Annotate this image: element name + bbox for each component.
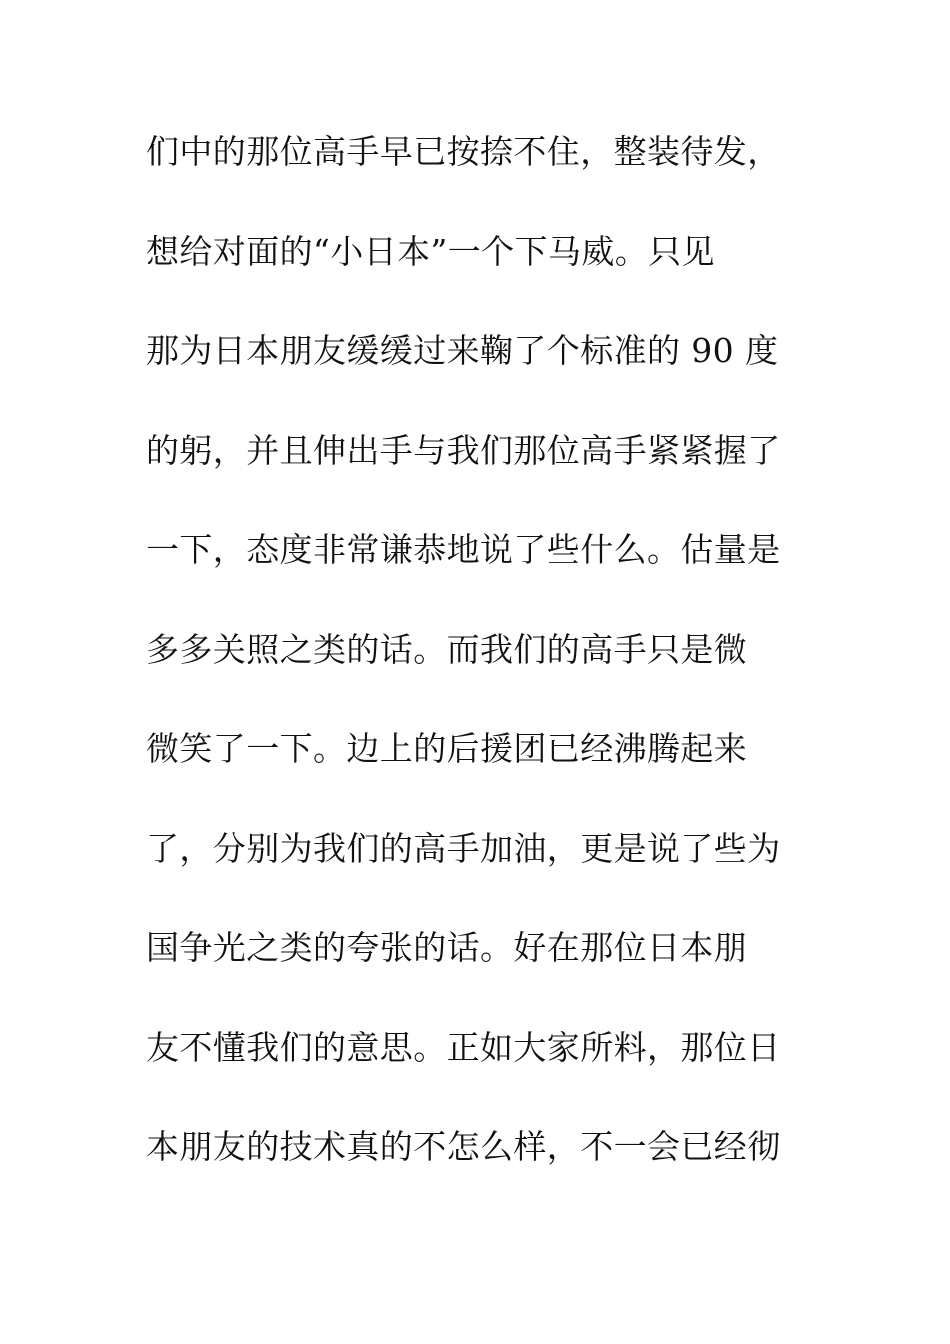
text-line: 友不懂我们的意思。正如大家所料，那位日: [146, 1027, 781, 1067]
text-line: 微笑了一下。边上的后援团已经沸腾起来: [146, 729, 748, 768]
text-line: 想给对面的“小日本”一个下马威。只见: [146, 231, 715, 271]
text-line: 们中的那位高手早已按捺不住，整装待发，: [146, 132, 781, 171]
text-line: 了，分别为我们的高手加油，更是说了些为: [146, 828, 781, 868]
text-line: 的躬，并且伸出手与我们那位高手紧紧握了: [146, 430, 781, 470]
text-line: 一下，态度非常谦恭地说了些什么。估量是: [146, 530, 781, 569]
body-text: [146, 122, 811, 1217]
text-line: 国争光之类的夸张的话。好在那位日本朋: [146, 928, 748, 967]
text-line: 那为日本朋友缓缓过来鞠了个标准的 90 度: [146, 331, 779, 370]
text-line: 多多关照之类的话。而我们的高手只是微: [146, 629, 748, 669]
text-line: 本朋友的技术真的不怎么样，不一会已经彻: [146, 1127, 781, 1166]
